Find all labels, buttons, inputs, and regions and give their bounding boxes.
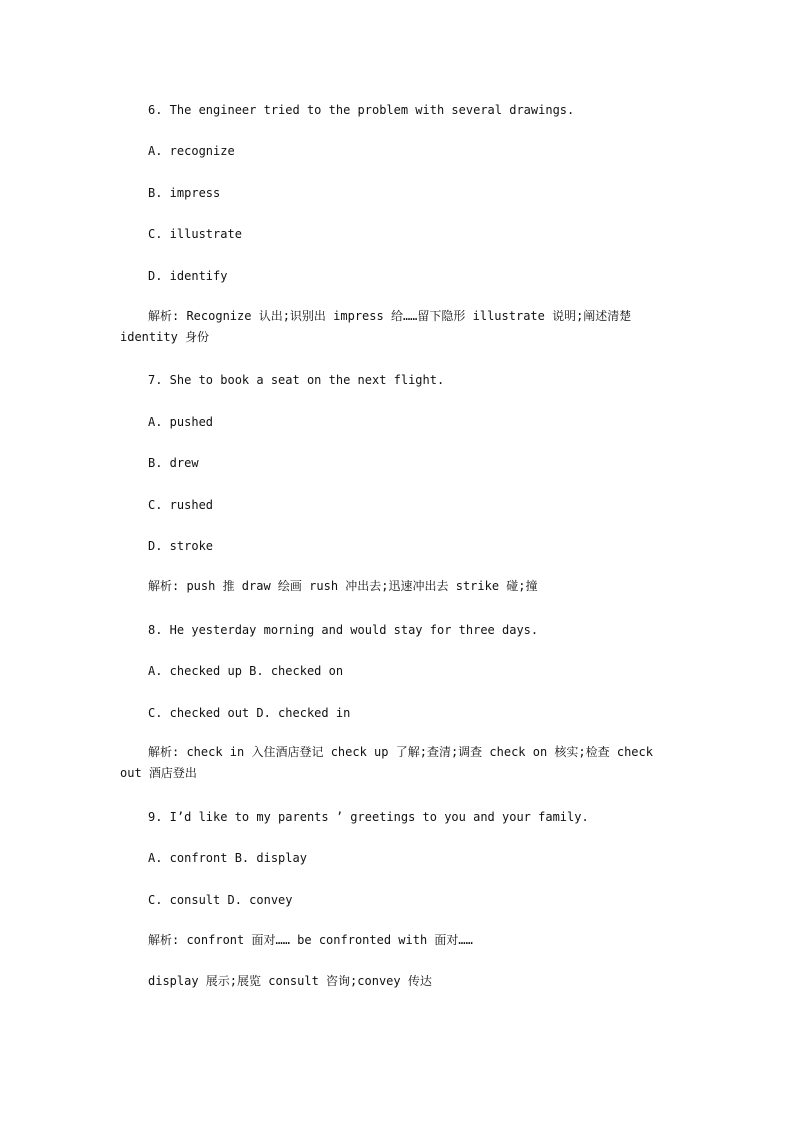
question-8-stem: 8. He yesterday morning and would stay for three days.	[148, 623, 539, 637]
question-9-options-cd: C. consult D. convey	[148, 893, 293, 907]
question-9-explanation-line1: 解析: confront 面对…… be confronted with 面对……	[148, 933, 473, 947]
question-9-options-ab: A. confront B. display	[148, 851, 307, 865]
question-7-option-c: C. rushed	[148, 498, 214, 512]
question-7-option-a: A. pushed	[148, 415, 214, 429]
question-7-stem: 7. She to book a seat on the next flight.	[148, 373, 445, 387]
question-8-options-ab: A. checked up B. checked on	[148, 664, 344, 678]
question-6-explanation: 解析: Recognize 认出;识别出 impress 给……留下隐形 illustrate 说明;阐述清楚 identity 身份	[120, 309, 632, 344]
question-6-option-d: D. identify	[148, 269, 228, 283]
question-6-option-c: C. illustrate	[148, 227, 242, 241]
question-9-stem: 9. I’d like to my parents ’ greetings to you and your family.	[148, 810, 589, 824]
question-6-option-b: B. impress	[148, 186, 221, 200]
question-7-explanation: 解析: push 推 draw 绘画 rush 冲出去;迅速冲出去 strike 碰;撞	[148, 579, 538, 593]
question-6-stem: 6. The engineer tried to the problem with several drawings.	[148, 103, 575, 117]
question-8-explanation: 解析: check in 入住酒店登记 check up 了解;查清;调查 check on 核实;检查 check out 酒店登出	[120, 745, 653, 780]
question-9-explanation-line2: display 展示;展览 consult 咨询;convey 传达	[148, 974, 432, 988]
question-7-option-b: B. drew	[148, 456, 199, 470]
question-8-options-cd: C. checked out D. checked in	[148, 706, 351, 720]
question-6-option-a: A. recognize	[148, 144, 235, 158]
question-7-option-d: D. stroke	[148, 539, 214, 553]
